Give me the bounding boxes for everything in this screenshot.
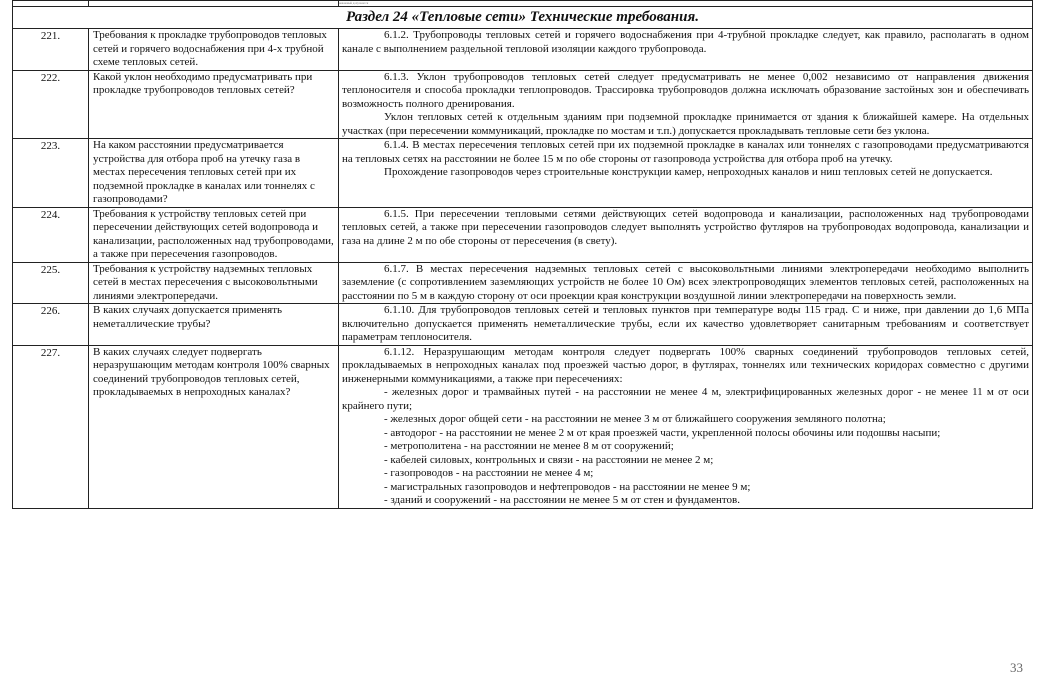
question-cell: На каком расстоянии предусматривается устройства для отбора проб на утечку газа в местах пересечения тепловых сетей при их подземной прокладке в каналах или тоннелях с газопроводами? [89, 139, 339, 208]
answer-paragraph: 6.1.12. Неразрушающим методам контроля следует подвергать 100% сварных соединений трубопроводов тепловых сетей, прокладываемых в непроходных каналах под проезжей частью дорог, в футлярах, тоннелях или технических коридорах совместно с другими инженерными коммуникациями, а также при пересечениях: [342, 345, 1029, 385]
table-row [13, 207, 1033, 262]
table-row [13, 70, 1033, 139]
answer-paragraph: Прохождение газопроводов через строительные конструкции камер, непроходных каналов и ниш тепловых сетей не допускается. [384, 166, 993, 178]
answer-paragraph: 6.1.3. Уклон трубопроводов тепловых сетей следует предусматривать не менее 0,002 независимо от направления движения теплоносителя и способа прокладки теплопроводов. Трассировка трубопроводов должна исключать образование застойных зон и обеспечивать возможность полного дренирования. [342, 70, 1029, 110]
answer-list-item: - железных дорог и трамвайных путей - на расстоянии не менее 4 м, электрифицированных железных дорог - не менее 11 м от оси крайнего пути; [342, 386, 1029, 412]
answer-paragraph: 6.1.5. При пересечении тепловыми сетями действующих сетей водопровода и канализации, расположенных над трубопроводами тепловых сетей, а также при пересечении газопроводов следует выполнять устройство футляров на трубопроводах водопровода, канализации и газа на длине 2 м по обе стороны от пересечения (в свету). [342, 207, 1029, 247]
question-cell: В каких случаях следует подвергать неразрушающим методам контроля 100% сварных соединений трубопроводов тепловых сетей, прокладываемых в непроходных каналах? [89, 345, 339, 508]
answer-cell [339, 262, 1033, 304]
answer-list-item: - железных дорог общей сети - на расстоянии не менее 3 м от ближайшего сооружения земляного полотна; [384, 413, 886, 425]
section-title: Раздел 24 «Тепловые сети» Технические требования. [13, 7, 1033, 29]
table-row [13, 304, 1033, 346]
answer-list-item: - метрополитена - на расстоянии не менее 8 м от сооружений; [384, 440, 674, 452]
answer-cell [339, 345, 1033, 508]
question-cell: Требования к прокладке трубопроводов тепловых сетей и горячего водоснабжения при 4-х трубной схеме тепловых сетей. [89, 29, 339, 71]
answer-paragraph: 6.1.4. В местах пересечения тепловых сетей при их подземной прокладке в каналах или тоннелях с газопроводами предусматриваются на тепловых сетях на расстоянии не более 15 м по обе стороны от газопровода устройства для отбора проб на утечку. [342, 139, 1029, 165]
row-number: 225. [13, 262, 89, 304]
answer-list-item: - газопроводов - на расстоянии не менее 4 м; [384, 467, 594, 479]
answer-paragraph: Уклон тепловых сетей к отдельным зданиям при подземной прокладке принимается от здания к ближайшей камере. На отдельных участках (при пересечении коммуникаций, прокладке по мостам и т.п.) допускается прокладывать тепловые сети без уклона. [342, 111, 1029, 137]
row-number: 222. [13, 70, 89, 139]
question-cell: Требования к устройству тепловых сетей при пересечении действующих сетей водопровода и канализации, расположенных над трубопроводами, а также при пересечения газопроводов. [89, 207, 339, 262]
row-number: 223. [13, 139, 89, 208]
top-strip-text: неважный допускается [339, 1, 1033, 7]
questions-table [12, 0, 1033, 509]
answer-list-item: - автодорог - на расстоянии не менее 2 м от края проезжей части, укрепленной полосы обочины или подошвы насыпи; [384, 426, 941, 439]
row-number: 224. [13, 207, 89, 262]
table-row [13, 262, 1033, 304]
page-number: 33 [1010, 660, 1023, 675]
answer-list-item: - магистральных газопроводов и нефтепроводов - на расстоянии не менее 9 м; [384, 480, 751, 493]
table-row [13, 29, 1033, 71]
answer-cell [339, 139, 1033, 208]
table-row [13, 139, 1033, 208]
question-cell: В каких случаях допускается применять неметаллические трубы? [89, 304, 339, 346]
section-header-row [13, 7, 1033, 29]
answer-cell [339, 304, 1033, 346]
question-cell: Какой уклон необходимо предусматривать при прокладке трубопроводов тепловых сетей? [89, 70, 339, 139]
questions-table-body [13, 1, 1033, 509]
answer-list-item: - кабелей силовых, контрольных и связи - на расстоянии не менее 2 м; [384, 453, 714, 466]
answer-paragraph: 6.1.10. Для трубопроводов тепловых сетей и тепловых пунктов при температуре воды 115 град. С и ниже, при давлении до 1,6 МПа включительно допускается применять неметаллические трубы, если их качество удовлетворяет санитарным требованиям и соответствует параметрам теплоносителя. [342, 304, 1029, 343]
row-number: 227. [13, 345, 89, 508]
question-cell: Требования к устройству надземных тепловых сетей в местах пересечения с высоковольтными линиями электропередачи. [89, 262, 339, 304]
row-number: 221. [13, 29, 89, 71]
table-row [13, 345, 1033, 508]
answer-list-item: - зданий и сооружений - на расстоянии не менее 5 м от стен и фундаментов. [384, 494, 740, 506]
answer-cell [339, 207, 1033, 262]
row-number: 226. [13, 304, 89, 346]
answer-paragraph: 6.1.7. В местах пересечения надземных тепловых сетей с высоковольтными линиями электропередачи необходимо выполнить заземление (с сопротивлением заземляющих устройств не более 10 Ом) всех электропроводящих элементов тепловых сетей, расположенных на расстоянии по 5 м в каждую сторону от оси проекции края конструкции воздушной линии электропередачи на поверхность земли. [342, 262, 1029, 302]
answer-cell [339, 29, 1033, 71]
document-sheet [12, 0, 1033, 509]
answer-cell [339, 70, 1033, 139]
answer-paragraph: 6.1.2. Трубопроводы тепловых сетей и горячего водоснабжения при 4-трубной прокладке следует, как правило, располагать в одном канале с выполнением раздельной тепловой изоляции каждого трубопровода. [342, 29, 1029, 55]
